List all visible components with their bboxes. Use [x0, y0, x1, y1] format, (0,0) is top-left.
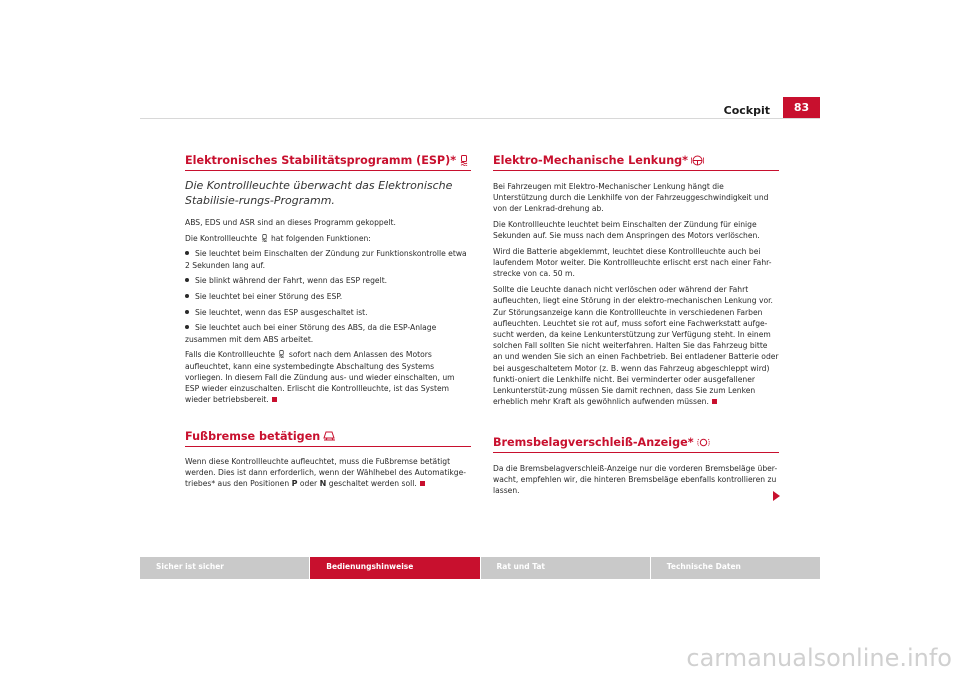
left-column: [185, 154, 471, 494]
watermark: carmanualsonline.info: [686, 644, 952, 672]
esp-paragraph-1: ABS, EDS und ASR sind an dieses Programm gekoppelt.: [185, 218, 396, 227]
section-title: Cockpit: [723, 104, 770, 117]
header-rule: [140, 118, 820, 119]
esp-skid-icon: [261, 234, 268, 242]
bullet-dot: [185, 251, 189, 255]
footer-tabs: [140, 557, 820, 579]
brake-paragraph: Wenn diese Kontrollleuchte aufleuchtet, muss die Fußbremse betätigt werden. Dies ist dann erforderlich, wenn der Wählhebel des Automatikge-triebes* aus den Positionen P oder N geschaltet werden soll.: [185, 456, 467, 489]
esp-skid-icon: [278, 350, 285, 358]
steering-paragraph: Die Kontrollleuchte leuchtet beim Einschalten der Zündung für einige Sekunden auf. Sie muss nach dem Anspringen des Motors verlöschen.: [493, 220, 760, 241]
section-end-mark: [420, 481, 425, 486]
steering-heading: Elektro-Mechanische Lenkung*: [493, 154, 779, 171]
list-item: Sie blinkt während der Fahrt, wenn das ESP regelt.: [185, 275, 471, 286]
section-end-mark: [712, 399, 717, 404]
bullet-dot: [185, 325, 189, 329]
bullet-dot: [185, 278, 189, 282]
esp-paragraph-2: Die Kontrollleuchte hat folgenden Funktionen:: [185, 233, 371, 243]
tab-bedienungshinweise[interactable]: Bedienungshinweise: [310, 557, 479, 579]
gear-n-symbol: N: [319, 479, 327, 489]
list-item: Sie leuchtet auch bei einer Störung des ABS, da die ESP-Anlage zusammen mit dem ABS arbeitet.: [185, 323, 437, 344]
brake-heading: Fußbremse betätigen: [185, 430, 471, 447]
steering-wheel-icon: [691, 155, 704, 166]
steering-paragraph-last: Sollte die Leuchte danach nicht verlöschen oder während der Fahrt aufleuchten, liegt eine Störung in der elektro-mechanischen Lenkung vor. Zur Störungsanzeige kann die Kontrollleuchte in verschiedenen Farben aufleuchten. Leuchtet sie rot auf, muss sofort eine Fachwerkstatt aufge-sucht werden, da keine Lenkunterstützung zur Verfügung steht. In einem solchen Fall sollten Sie nicht weiterfahren. Halten Sie das Fahrzeug bitte an und wenden Sie sich an einen Fachbetrieb. Bei entladener Batterie oder bei ausgeschaltetem Motor (z. B. wenn das Fahrzeug abgeschleppt wird) funkti-oniert die Lenkhilfe nicht. Bei verminderter oder ausgefallener Lenkunterstüt-zung müssen Sie damit rechnen, dass Sie zum Lenken erheblich mehr Kraft als gewöhnlich aufwenden müssen.: [493, 285, 779, 407]
bullet-dot: [185, 294, 189, 298]
esp-lead: Die Kontrollleuchte überwacht das Elektronische Stabilisie-rungs-Programm.: [185, 179, 453, 207]
bullet-dot: [185, 310, 189, 314]
right-column: [493, 154, 779, 501]
next-page-arrow-icon[interactable]: [773, 491, 780, 501]
list-item: Sie leuchtet, wenn das ESP ausgeschaltet ist.: [185, 307, 471, 318]
page-number: 83: [783, 97, 820, 118]
brake-pedal-icon: [323, 431, 336, 442]
tab-technische-daten[interactable]: Technische Daten: [651, 557, 820, 579]
steering-paragraph: Wird die Batterie abgeklemmt, leuchtet diese Kontrollleuchte auch bei laufendem Motor weiter. Die Kontrollleuchte erlischt erst nach einer Fahr-strecke von ca. 50 m.: [493, 247, 772, 279]
esp-paragraph-3: Falls die Kontrollleuchte sofort nach dem Anlassen des Motors aufleuchtet, kann eine systembedingte Abschaltung des Systems vorliegen. In diesem Fall die Zündung aus- und wieder einschalten, um ESP wieder einzuschalten. Erlischt die Kontrollleuchte, ist das System wieder betriebsbereit.: [185, 350, 455, 405]
esp-heading: Elektronisches Stabilitätsprogramm (ESP)*: [185, 154, 471, 171]
gear-p-symbol: P: [291, 479, 298, 489]
section-end-mark: [272, 397, 277, 402]
list-item: Sie leuchtet beim Einschalten der Zündung zur Funktionskontrolle etwa 2 Sekunden lang auf.: [185, 249, 467, 270]
tab-rat-und-tat[interactable]: Rat und Tat: [481, 557, 650, 579]
brake-pad-wear-icon: [697, 437, 710, 448]
tab-sicher-ist-sicher[interactable]: Sicher ist sicher: [140, 557, 309, 579]
brake-pads-paragraph: Da die Bremsbelagverschleiß-Anzeige nur die vorderen Bremsbeläge über-wacht, empfehlen wir, die hinteren Bremsbeläge ebenfalls kontrollieren zu lassen.: [493, 463, 778, 496]
brake-pads-heading: Bremsbelagverschleiß-Anzeige*: [493, 436, 779, 453]
list-item: Sie leuchtet bei einer Störung des ESP.: [185, 291, 471, 302]
steering-paragraph: Bei Fahrzeugen mit Elektro-Mechanischer Lenkung hängt die Unterstützung durch die Lenkhilfe von der Fahrzeuggeschwindigkeit und von der Lenkrad-drehung ab.: [493, 182, 769, 214]
esp-skid-icon: [459, 155, 469, 166]
